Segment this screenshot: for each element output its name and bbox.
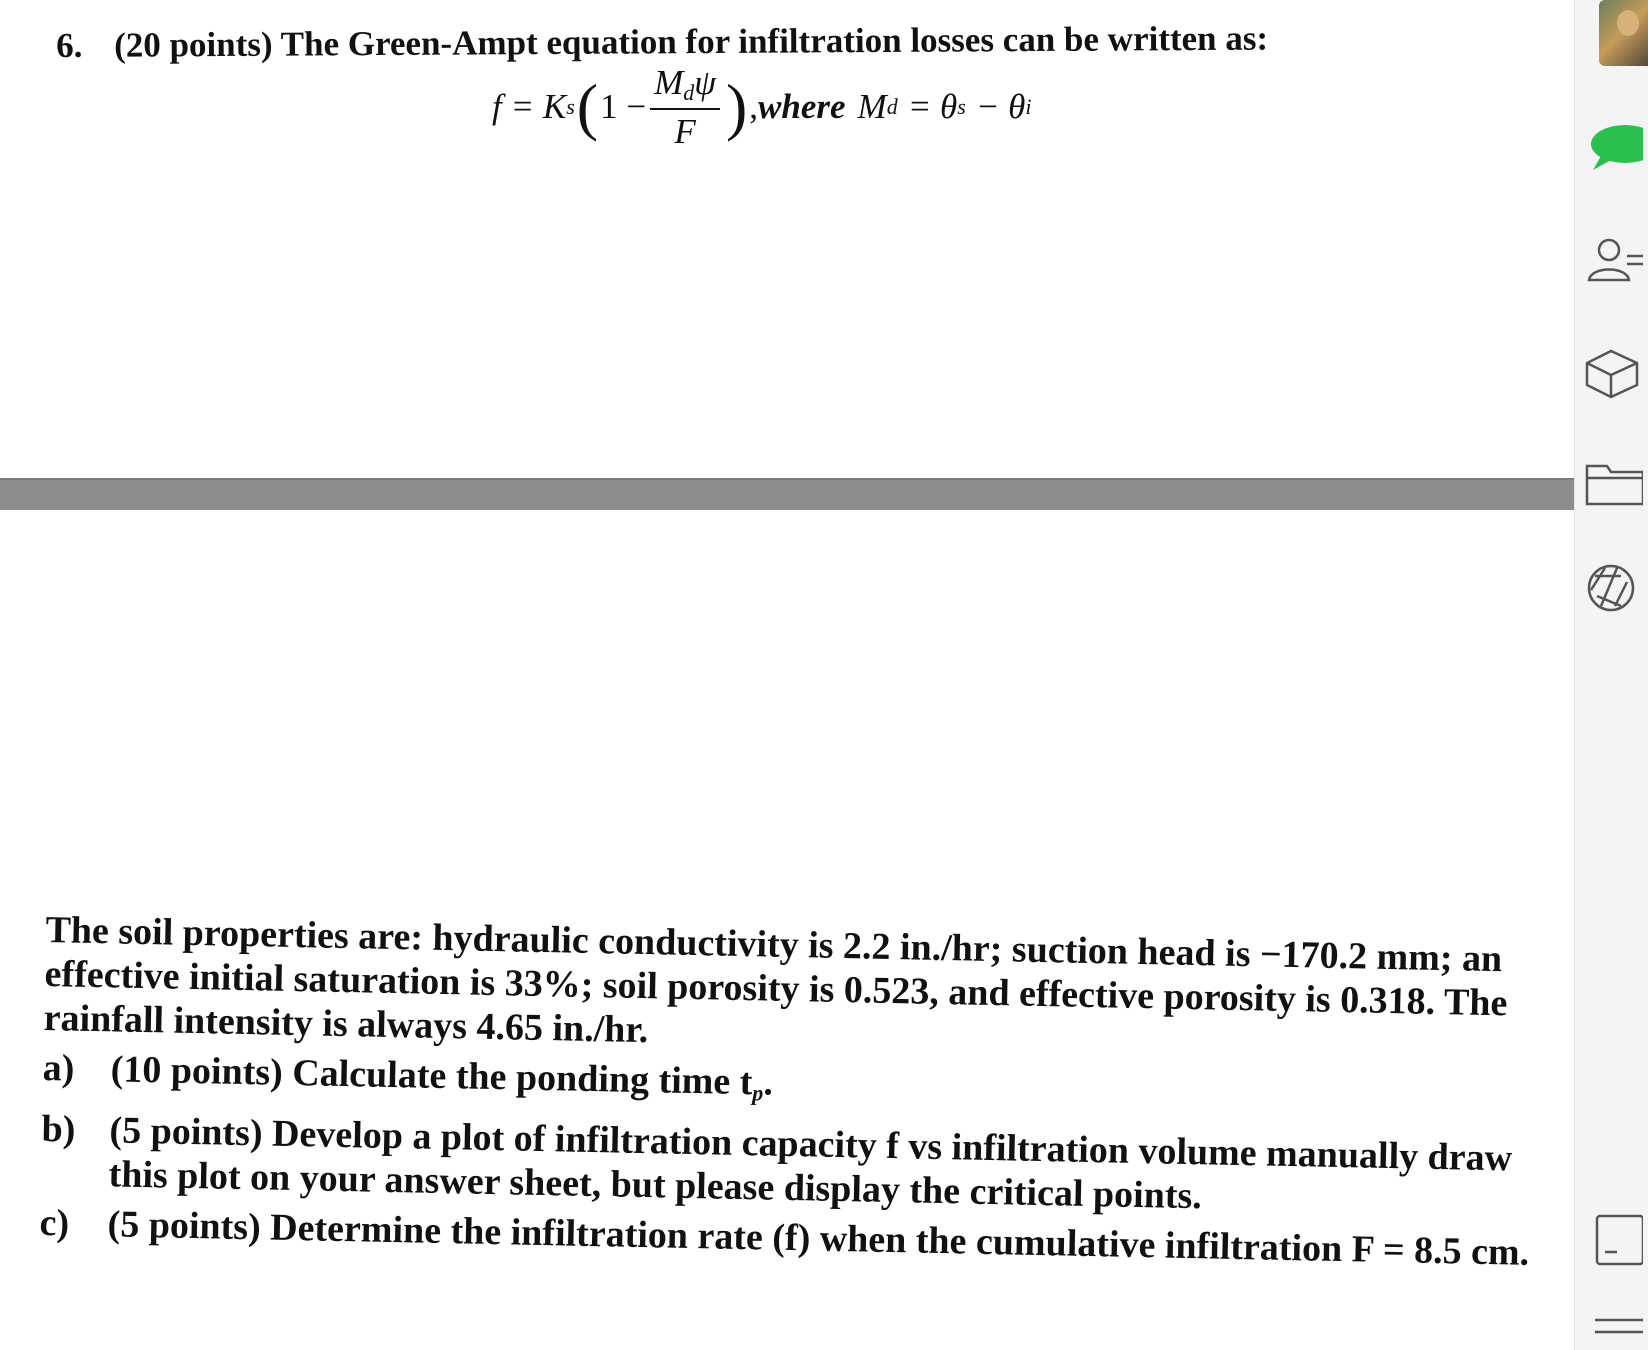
fraction-numerator: $M_d\psi$ (650, 65, 720, 110)
right-sidebar (1574, 0, 1648, 1350)
part-a-mark: a) (42, 1046, 75, 1090)
question-title-text: (20 points) The Green-Ampt equation for infiltration losses can be written as: (113, 18, 1269, 65)
theta-s-subscript: s (957, 94, 966, 119)
question-title (56, 19, 1268, 66)
problem-body (39, 908, 1565, 1275)
user-avatar[interactable] (1599, 0, 1648, 66)
green-ampt-equation (492, 62, 1032, 152)
equation-comma: , (749, 87, 759, 126)
fraction-denominator: F (674, 112, 696, 151)
part-c-mark: c) (39, 1201, 70, 1245)
document-icon[interactable] (1581, 1212, 1643, 1268)
equation-one-minus: 1 − (600, 87, 647, 126)
part-a-tail: . (763, 1061, 774, 1104)
close-paren: ) (725, 71, 748, 142)
open-paren: ( (576, 71, 599, 142)
folder-icon[interactable] (1581, 456, 1643, 512)
equation-theta-s: = θ (907, 87, 958, 126)
theta-i-subscript: i (1025, 94, 1032, 119)
problem-intro: The soil properties are: hydraulic conductivity is 2.2 in./hr; suction head is −170.2 mm; an effective initial saturation is 33%; soil porosity is 0.523, and effective porosity is 0.318. The rainfall intensity is always 4.65 in./hr. (43, 908, 1508, 1052)
problem-parts (39, 1046, 1563, 1275)
people-icon[interactable] (1581, 232, 1643, 288)
part-b-text: (5 points) Develop a plot of infiltration capacity f vs infiltration volume manually draw this plot on your answer sheet, but please display the critical points. (108, 1109, 1513, 1218)
question-number: 6. (56, 25, 83, 65)
equation-theta-i: − θ (975, 87, 1026, 126)
page-top (0, 0, 1574, 478)
part-b-mark: b) (41, 1107, 76, 1151)
camera-shutter-icon[interactable] (1581, 560, 1643, 616)
equation-md: M (857, 87, 887, 126)
menu-icon[interactable] (1581, 1300, 1643, 1350)
chat-icon[interactable] (1581, 118, 1643, 174)
part-a-text: (10 points) Calculate the ponding time t (110, 1048, 753, 1104)
equation-lhs: f = K (492, 87, 567, 126)
equation-where: where (758, 87, 846, 126)
ks-subscript: s (566, 94, 575, 119)
part-a-subscript: p (751, 1080, 764, 1106)
page-separator (0, 478, 1574, 510)
equation-fraction (650, 65, 720, 149)
part-c-text: (5 points) Determine the infiltration rate (f) when the cumulative infiltration F = 8.5 cm. (107, 1203, 1530, 1274)
md-subscript: d (886, 94, 898, 119)
cube-icon[interactable] (1581, 345, 1643, 401)
